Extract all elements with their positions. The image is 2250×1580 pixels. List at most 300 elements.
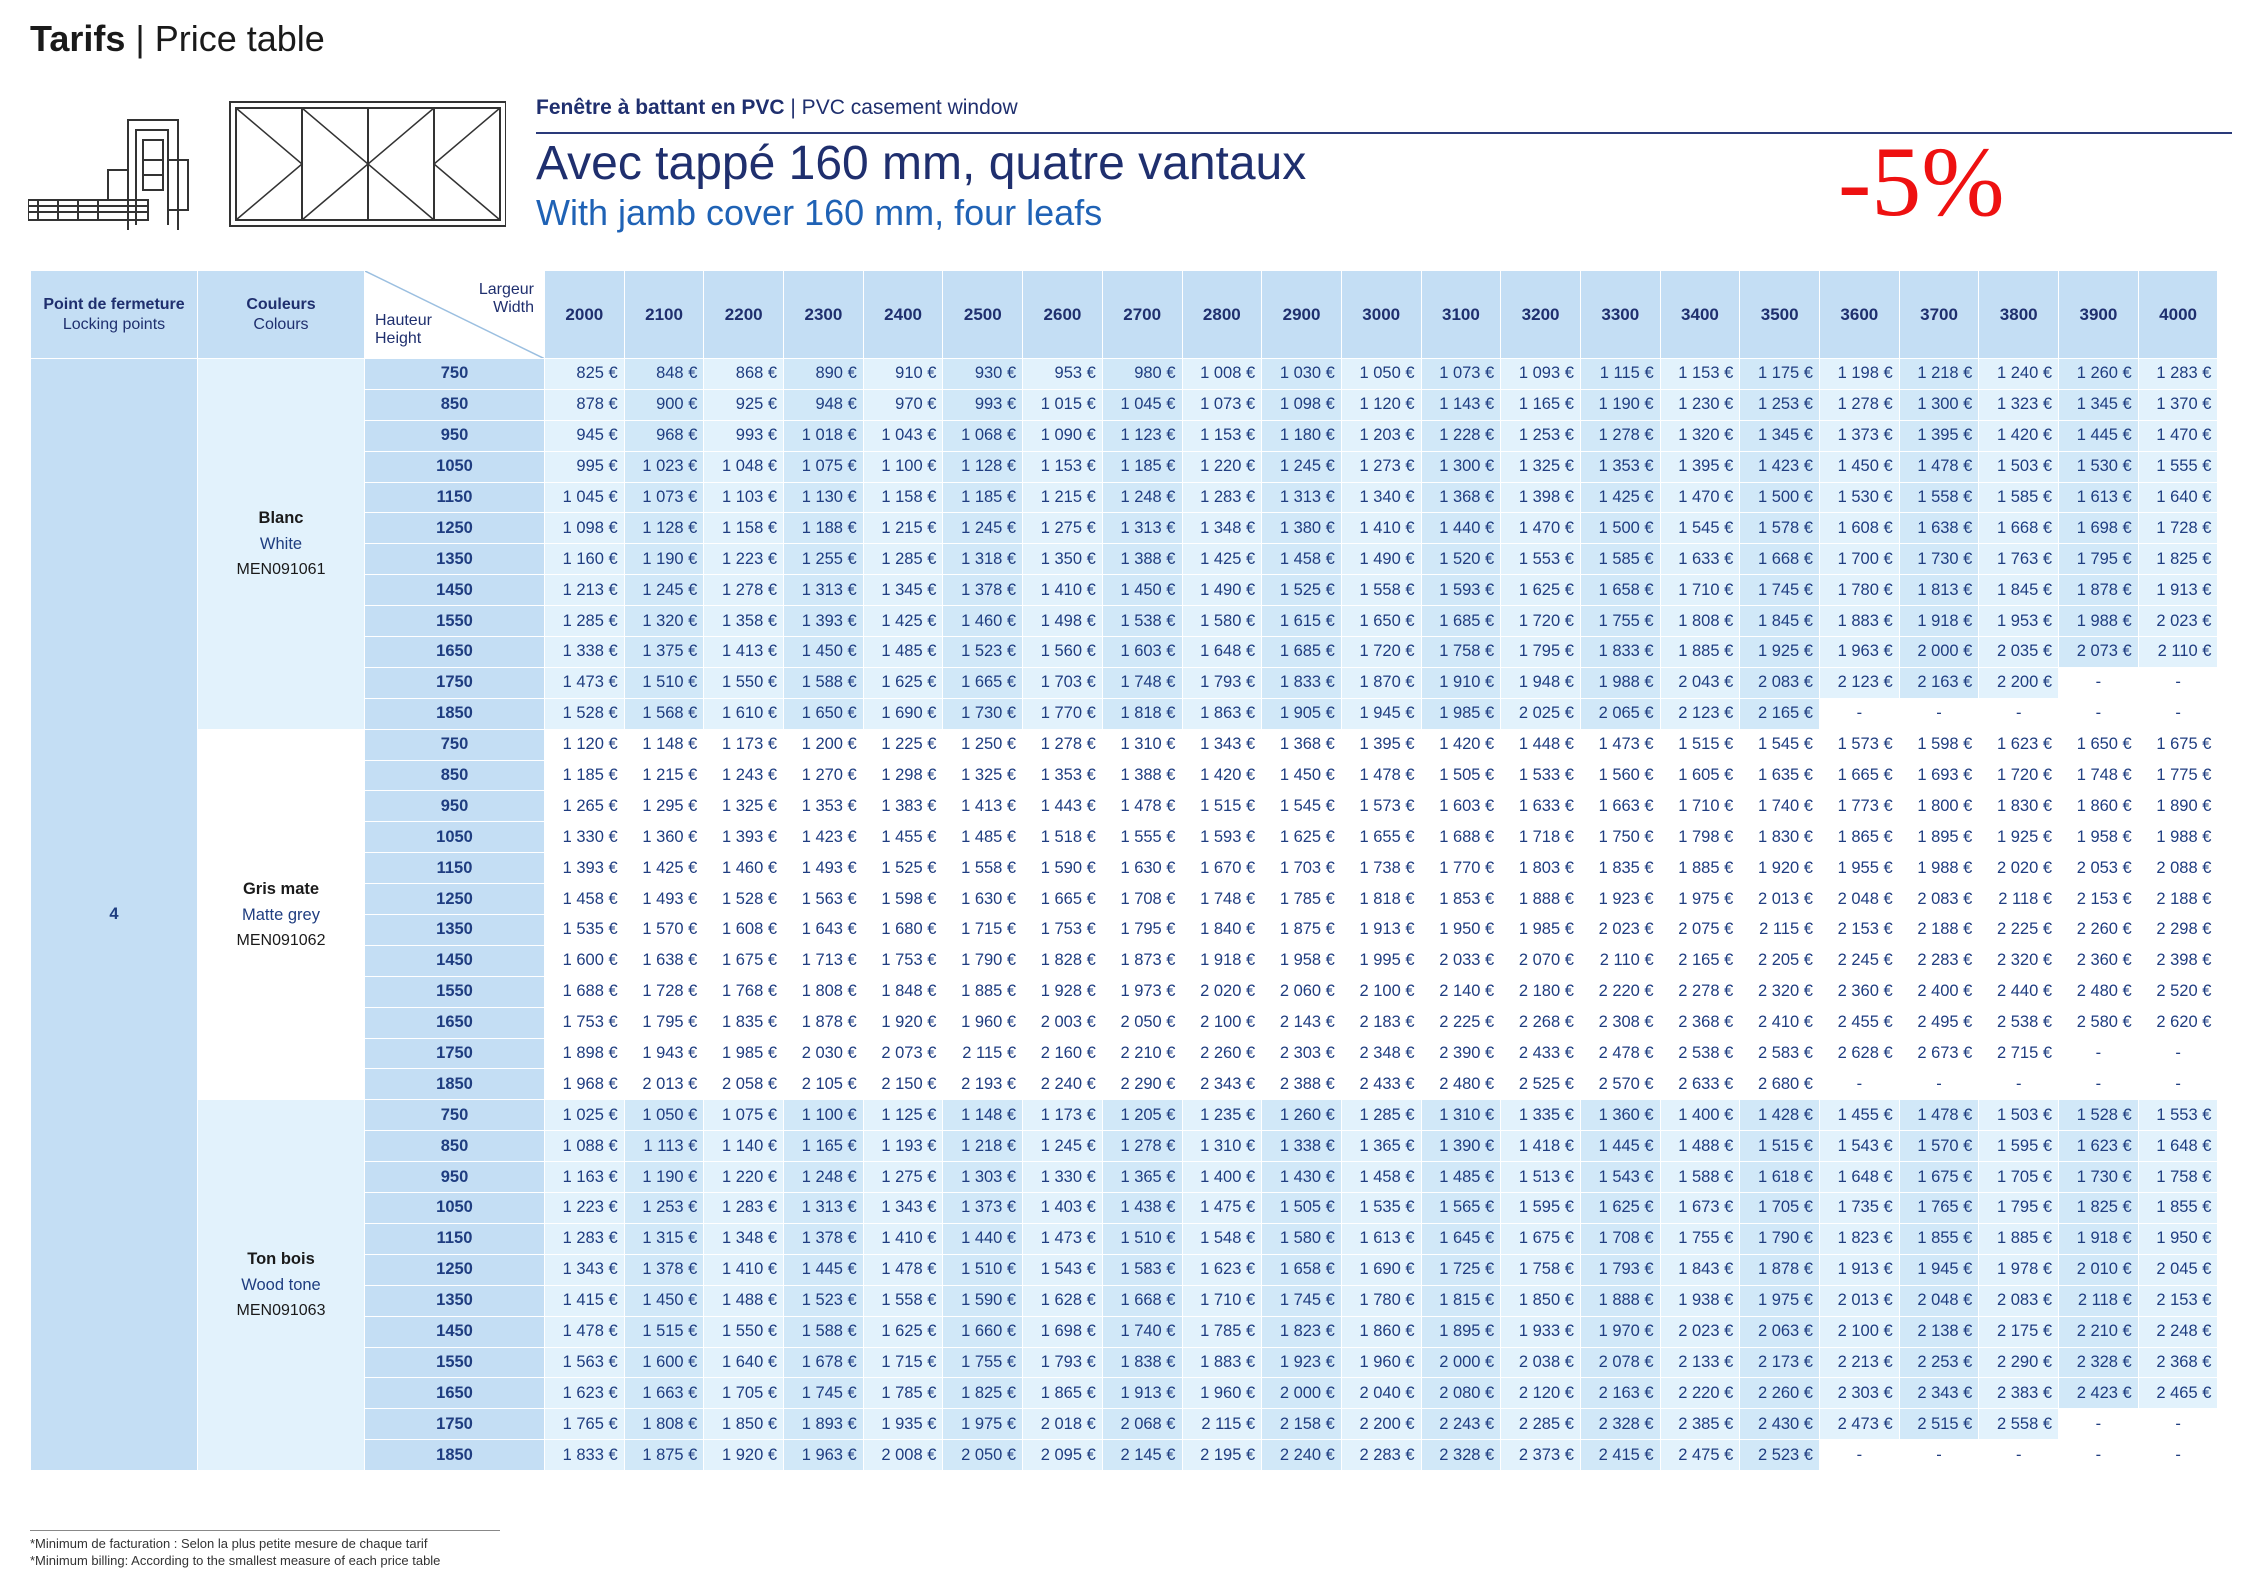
price-cell: 1 668 € <box>1740 544 1820 575</box>
price-cell: 2 013 € <box>624 1069 704 1100</box>
price-cell: 925 € <box>704 389 784 420</box>
price-cell: 2 283 € <box>1899 945 1979 976</box>
price-cell: 1 165 € <box>784 1131 864 1162</box>
price-cell: 1 515 € <box>1182 791 1262 822</box>
price-cell: 1 813 € <box>1899 575 1979 606</box>
price-cell: 2 715 € <box>1979 1038 2059 1069</box>
price-cell: 1 920 € <box>863 1007 943 1038</box>
height-cell: 1350 <box>365 544 545 575</box>
price-cell: 1 015 € <box>1023 389 1103 420</box>
price-cell: 2 538 € <box>1979 1007 2059 1038</box>
price-cell: 1 688 € <box>1421 822 1501 853</box>
price-cell: 1 543 € <box>1023 1254 1103 1285</box>
price-cell: 2 153 € <box>2138 1285 2218 1316</box>
price-cell: 1 763 € <box>1979 544 2059 575</box>
price-cell: - <box>2059 1409 2139 1440</box>
width-header: 2800 <box>1182 271 1262 359</box>
price-cell: 1 410 € <box>1341 513 1421 544</box>
price-cell: 1 773 € <box>1820 791 1900 822</box>
price-cell: 2 320 € <box>1979 945 2059 976</box>
price-cell: 2 480 € <box>1421 1069 1501 1100</box>
price-cell: 1 730 € <box>1899 544 1979 575</box>
price-cell: 1 823 € <box>1262 1316 1342 1347</box>
price-cell: 2 240 € <box>1262 1440 1342 1471</box>
price-cell: 1 853 € <box>1421 884 1501 915</box>
price-cell: 1 658 € <box>1262 1254 1342 1285</box>
price-cell: 1 350 € <box>1023 544 1103 575</box>
price-cell: 1 230 € <box>1660 389 1740 420</box>
colour-reference: MEN091061 <box>236 560 326 578</box>
price-cell: 1 485 € <box>943 822 1023 853</box>
price-cell: 1 648 € <box>1820 1162 1900 1193</box>
price-cell: 1 643 € <box>784 915 864 946</box>
price-cell: 1 125 € <box>863 1100 943 1131</box>
price-cell: 1 075 € <box>784 451 864 482</box>
price-cell: 1 485 € <box>863 637 943 668</box>
price-cell: 1 410 € <box>1023 575 1103 606</box>
price-cell: 1 875 € <box>1262 915 1342 946</box>
price-cell: 2 060 € <box>1262 976 1342 1007</box>
price-cell: 1 348 € <box>1182 513 1262 544</box>
price-cell: 1 885 € <box>1660 637 1740 668</box>
price-cell: 1 545 € <box>1660 513 1740 544</box>
price-cell: 1 598 € <box>863 884 943 915</box>
price-cell: 1 970 € <box>1580 1316 1660 1347</box>
price-cell: 1 730 € <box>2059 1162 2139 1193</box>
price-cell: 1 193 € <box>863 1131 943 1162</box>
price-cell: 1 580 € <box>1262 1223 1342 1254</box>
colour-cell <box>198 729 365 1100</box>
price-cell: 1 278 € <box>1102 1131 1182 1162</box>
price-cell: 1 420 € <box>1182 760 1262 791</box>
price-cell: 1 388 € <box>1102 544 1182 575</box>
price-cell: 1 588 € <box>784 1316 864 1347</box>
price-cell: 1 470 € <box>1501 513 1581 544</box>
price-cell: 2 025 € <box>1501 698 1581 729</box>
price-cell: - <box>2138 698 2218 729</box>
price-cell: 1 750 € <box>1580 822 1660 853</box>
price-cell: 1 378 € <box>784 1223 864 1254</box>
price-cell: 993 € <box>943 389 1023 420</box>
price-cell: 1 498 € <box>1023 606 1103 637</box>
price-cell: 2 048 € <box>1820 884 1900 915</box>
price-cell: 1 378 € <box>943 575 1023 606</box>
price-cell: 1 260 € <box>1262 1100 1342 1131</box>
price-cell: 878 € <box>545 389 625 420</box>
price-cell: 1 100 € <box>863 451 943 482</box>
price-cell: 1 613 € <box>1341 1223 1421 1254</box>
price-cell: 1 330 € <box>545 822 625 853</box>
price-cell: 1 593 € <box>1421 575 1501 606</box>
height-cell: 1550 <box>365 606 545 637</box>
price-cell: 1 960 € <box>943 1007 1023 1038</box>
width-header: 3700 <box>1899 271 1979 359</box>
price-cell: 2 213 € <box>1820 1347 1900 1378</box>
price-cell: 1 473 € <box>1580 729 1660 760</box>
price-cell: 1 555 € <box>1102 822 1182 853</box>
price-cell: 1 975 € <box>1660 884 1740 915</box>
price-cell: 1 563 € <box>784 884 864 915</box>
price-cell: 2 175 € <box>1979 1316 2059 1347</box>
price-cell: 1 303 € <box>943 1162 1023 1193</box>
price-cell: 1 440 € <box>943 1223 1023 1254</box>
price-cell: 1 478 € <box>1102 791 1182 822</box>
price-cell: 1 950 € <box>2138 1223 2218 1254</box>
price-cell: 1 753 € <box>1023 915 1103 946</box>
price-cell: 1 450 € <box>1820 451 1900 482</box>
price-cell: 1 735 € <box>1820 1193 1900 1224</box>
price-cell: 1 455 € <box>863 822 943 853</box>
price-cell: 1 890 € <box>2138 791 2218 822</box>
price-cell: 1 755 € <box>943 1347 1023 1378</box>
price-cell: 1 585 € <box>1580 544 1660 575</box>
price-cell: 2 328 € <box>1421 1440 1501 1471</box>
price-cell: 1 560 € <box>1023 637 1103 668</box>
price-cell: 1 458 € <box>1341 1162 1421 1193</box>
price-cell: 1 018 € <box>784 420 864 451</box>
price-cell: 1 458 € <box>1262 544 1342 575</box>
price-cell: 1 450 € <box>1262 760 1342 791</box>
table-row <box>31 729 2218 760</box>
height-cell: 1250 <box>365 1254 545 1285</box>
price-cell: 1 393 € <box>784 606 864 637</box>
price-cell: 2 115 € <box>943 1038 1023 1069</box>
price-cell: 1 428 € <box>1740 1100 1820 1131</box>
price-cell: 1 345 € <box>1740 420 1820 451</box>
price-cell: 1 455 € <box>1820 1100 1900 1131</box>
price-cell: 1 768 € <box>704 976 784 1007</box>
price-cell: 1 678 € <box>784 1347 864 1378</box>
price-cell: 2 020 € <box>1182 976 1262 1007</box>
width-header: 2700 <box>1102 271 1182 359</box>
price-cell: 1 650 € <box>2059 729 2139 760</box>
price-cell: 2 455 € <box>1820 1007 1900 1038</box>
price-cell: 1 790 € <box>943 945 1023 976</box>
price-cell: 2 115 € <box>1182 1409 1262 1440</box>
price-cell: 1 830 € <box>1740 822 1820 853</box>
price-cell: 1 410 € <box>863 1223 943 1254</box>
price-cell: 2 290 € <box>1979 1347 2059 1378</box>
footnote-fr: *Minimum de facturation : Selon la plus petite mesure de chaque tarif <box>30 1536 428 1551</box>
price-cell: 1 173 € <box>704 729 784 760</box>
width-header: 2400 <box>863 271 943 359</box>
price-cell: 1 693 € <box>1899 760 1979 791</box>
price-cell: 2 118 € <box>2059 1285 2139 1316</box>
price-cell: 1 510 € <box>624 667 704 698</box>
price-cell: 1 833 € <box>545 1440 625 1471</box>
price-cell: 2 068 € <box>1102 1409 1182 1440</box>
price-cell: 1 203 € <box>1341 420 1421 451</box>
price-cell: 1 580 € <box>1182 606 1262 637</box>
price-cell: 1 855 € <box>2138 1193 2218 1224</box>
price-cell: - <box>2059 1038 2139 1069</box>
height-cell: 750 <box>365 359 545 390</box>
price-cell: 1 755 € <box>1580 606 1660 637</box>
price-cell: 1 748 € <box>1182 884 1262 915</box>
price-cell: 2 433 € <box>1501 1038 1581 1069</box>
price-cell: 1 883 € <box>1182 1347 1262 1378</box>
price-cell: 1 073 € <box>1421 359 1501 390</box>
colour-name-fr: Gris mate <box>242 879 320 898</box>
price-cell: 1 335 € <box>1501 1100 1581 1131</box>
price-cell: 1 885 € <box>1660 853 1740 884</box>
height-cell: 1050 <box>365 1193 545 1224</box>
colours-header: Couleurs Colours <box>198 271 365 359</box>
price-cell: 1 420 € <box>1421 729 1501 760</box>
price-cell: 1 650 € <box>1341 606 1421 637</box>
price-cell: 1 753 € <box>545 1007 625 1038</box>
price-cell: 1 205 € <box>1102 1100 1182 1131</box>
price-cell: 2 115 € <box>1740 915 1820 946</box>
price-cell: 1 703 € <box>1262 853 1342 884</box>
height-cell: 1150 <box>365 853 545 884</box>
price-cell: 1 753 € <box>863 945 943 976</box>
price-cell: 2 100 € <box>1341 976 1421 1007</box>
price-cell: 2 673 € <box>1899 1038 1979 1069</box>
price-cell: 1 403 € <box>1023 1193 1103 1224</box>
price-cell: 1 043 € <box>863 420 943 451</box>
price-cell: 2 360 € <box>2059 945 2139 976</box>
width-header: 2900 <box>1262 271 1342 359</box>
footnotes <box>30 1530 500 1569</box>
price-cell: 1 985 € <box>1421 698 1501 729</box>
price-cell: 1 923 € <box>1262 1347 1342 1378</box>
price-cell: 910 € <box>863 359 943 390</box>
price-cell: 1 623 € <box>2059 1131 2139 1162</box>
price-cell: 2 153 € <box>2059 884 2139 915</box>
price-cell: 2 433 € <box>1341 1069 1421 1100</box>
price-cell: - <box>1899 1440 1979 1471</box>
price-cell: 1 215 € <box>863 513 943 544</box>
price-cell: 1 370 € <box>2138 389 2218 420</box>
height-cell: 1750 <box>365 667 545 698</box>
price-cell: 1 600 € <box>624 1347 704 1378</box>
price-cell: 1 353 € <box>1580 451 1660 482</box>
price-cell: 948 € <box>784 389 864 420</box>
product-subtitle: Fenêtre à battant en PVC | PVC casement window <box>536 96 1018 119</box>
price-cell: 1 283 € <box>1182 482 1262 513</box>
width-header: 2500 <box>943 271 1023 359</box>
price-cell: 1 878 € <box>784 1007 864 1038</box>
height-cell: 1150 <box>365 1223 545 1254</box>
price-cell: 1 818 € <box>1102 698 1182 729</box>
price-cell: 1 640 € <box>704 1347 784 1378</box>
price-cell: 953 € <box>1023 359 1103 390</box>
price-cell: - <box>2138 1440 2218 1471</box>
price-cell: 2 243 € <box>1421 1409 1501 1440</box>
price-cell: 1 570 € <box>624 915 704 946</box>
price-cell: 1 325 € <box>704 791 784 822</box>
price-cell: 1 158 € <box>863 482 943 513</box>
price-cell: 1 668 € <box>1102 1285 1182 1316</box>
price-cell: 1 648 € <box>2138 1131 2218 1162</box>
price-cell: - <box>2138 667 2218 698</box>
height-cell: 1850 <box>365 1440 545 1471</box>
price-cell: 1 218 € <box>1899 359 1979 390</box>
price-cell: 1 425 € <box>1580 482 1660 513</box>
price-cell: 1 715 € <box>943 915 1023 946</box>
price-cell: 2 620 € <box>2138 1007 2218 1038</box>
price-cell: 1 835 € <box>704 1007 784 1038</box>
price-cell: 1 673 € <box>1660 1193 1740 1224</box>
price-cell: 2 278 € <box>1660 976 1740 1007</box>
width-header: 3900 <box>2059 271 2139 359</box>
price-cell: 1 710 € <box>1660 575 1740 606</box>
price-cell: 1 555 € <box>2138 451 2218 482</box>
price-cell: 2 558 € <box>1979 1409 2059 1440</box>
price-cell: 1 245 € <box>1262 451 1342 482</box>
price-cell: 2 220 € <box>1660 1378 1740 1409</box>
price-cell: 1 265 € <box>545 791 625 822</box>
price-cell: 2 000 € <box>1421 1347 1501 1378</box>
price-cell: 1 755 € <box>1660 1223 1740 1254</box>
price-cell: 1 878 € <box>1740 1254 1820 1285</box>
price-cell: 2 210 € <box>1102 1038 1182 1069</box>
price-cell: 1 488 € <box>1660 1131 1740 1162</box>
price-cell: 1 888 € <box>1501 884 1581 915</box>
price-cell: 1 833 € <box>1580 637 1660 668</box>
price-cell: 2 225 € <box>1421 1007 1501 1038</box>
price-cell: 1 675 € <box>1899 1162 1979 1193</box>
price-cell: 1 530 € <box>1820 482 1900 513</box>
price-cell: 1 565 € <box>1421 1193 1501 1224</box>
price-cell: 1 988 € <box>2059 606 2139 637</box>
price-cell: 1 680 € <box>863 915 943 946</box>
price-cell: 2 165 € <box>1740 698 1820 729</box>
price-cell: 1 273 € <box>1341 451 1421 482</box>
price-cell: 1 298 € <box>863 760 943 791</box>
price-cell: 1 313 € <box>784 575 864 606</box>
price-cell: 1 253 € <box>624 1193 704 1224</box>
price-cell: 2 290 € <box>1102 1069 1182 1100</box>
price-cell: 1 260 € <box>2059 359 2139 390</box>
price-cell: 1 050 € <box>624 1100 704 1131</box>
price-cell: 1 148 € <box>943 1100 1023 1131</box>
price-cell: 1 393 € <box>545 853 625 884</box>
price-cell: 1 895 € <box>1899 822 1979 853</box>
price-cell: 2 368 € <box>1660 1007 1740 1038</box>
price-cell: 1 343 € <box>1182 729 1262 760</box>
price-cell: 1 115 € <box>1580 359 1660 390</box>
price-cell: 2 200 € <box>1341 1409 1421 1440</box>
price-cell: 1 423 € <box>1740 451 1820 482</box>
price-cell: 2 080 € <box>1421 1378 1501 1409</box>
price-cell: 1 720 € <box>1501 606 1581 637</box>
price-cell: 1 190 € <box>1580 389 1660 420</box>
price-cell: 1 588 € <box>1660 1162 1740 1193</box>
price-cell: 1 378 € <box>624 1254 704 1285</box>
price-cell: 1 655 € <box>1341 822 1421 853</box>
price-cell: 1 275 € <box>863 1162 943 1193</box>
price-cell: 2 050 € <box>943 1440 1023 1471</box>
price-cell: 1 700 € <box>1820 544 1900 575</box>
price-cell: 1 148 € <box>624 729 704 760</box>
price-cell: 1 380 € <box>1262 513 1342 544</box>
price-cell: 1 493 € <box>624 884 704 915</box>
price-cell: 2 388 € <box>1262 1069 1342 1100</box>
height-cell: 1250 <box>365 513 545 544</box>
price-cell: 1 558 € <box>1341 575 1421 606</box>
price-cell: 1 573 € <box>1341 791 1421 822</box>
price-cell: 1 925 € <box>1740 637 1820 668</box>
price-cell: 1 398 € <box>1501 482 1581 513</box>
price-cell: 1 638 € <box>624 945 704 976</box>
price-cell: 1 855 € <box>1899 1223 1979 1254</box>
height-cell: 1050 <box>365 822 545 853</box>
price-cell: 2 538 € <box>1660 1038 1740 1069</box>
price-cell: 1 550 € <box>704 667 784 698</box>
height-cell: 1650 <box>365 1007 545 1038</box>
price-cell: 1 793 € <box>1023 1347 1103 1378</box>
price-cell: 2 440 € <box>1979 976 2059 1007</box>
price-cell: 2 633 € <box>1660 1069 1740 1100</box>
price-cell: 2 023 € <box>1580 915 1660 946</box>
price-cell: 1 985 € <box>1501 915 1581 946</box>
price-cell: 1 090 € <box>1023 420 1103 451</box>
price-cell: 1 625 € <box>1580 1193 1660 1224</box>
price-cell: 1 470 € <box>2138 420 2218 451</box>
price-cell: 2 013 € <box>1820 1285 1900 1316</box>
price-cell: 1 375 € <box>624 637 704 668</box>
price-cell: 1 633 € <box>1501 791 1581 822</box>
price-cell: 1 958 € <box>2059 822 2139 853</box>
price-cell: 1 578 € <box>1740 513 1820 544</box>
price-cell: 1 913 € <box>1102 1378 1182 1409</box>
price-cell: 2 105 € <box>784 1069 864 1100</box>
height-cell: 1450 <box>365 945 545 976</box>
price-cell: 1 725 € <box>1421 1254 1501 1285</box>
colour-name-en: Wood tone <box>241 1276 321 1295</box>
price-cell: 1 543 € <box>1580 1162 1660 1193</box>
price-cell: 1 663 € <box>1580 791 1660 822</box>
price-cell: 1 885 € <box>943 976 1023 1007</box>
price-cell: 1 185 € <box>943 482 1023 513</box>
price-cell: 1 650 € <box>784 698 864 729</box>
price-cell: 2 210 € <box>2059 1316 2139 1347</box>
price-cell: 1 708 € <box>1102 884 1182 915</box>
price-cell: 2 140 € <box>1421 976 1501 1007</box>
price-cell: 1 343 € <box>545 1254 625 1285</box>
price-cell: 1 365 € <box>1341 1131 1421 1162</box>
price-cell: 1 978 € <box>1979 1254 2059 1285</box>
price-cell: 1 360 € <box>1580 1100 1660 1131</box>
price-cell: 1 720 € <box>1979 760 2059 791</box>
price-cell: 1 310 € <box>1421 1100 1501 1131</box>
price-cell: 1 933 € <box>1501 1316 1581 1347</box>
price-cell: 1 423 € <box>784 822 864 853</box>
price-cell: 1 283 € <box>2138 359 2218 390</box>
price-cell: 1 445 € <box>784 1254 864 1285</box>
price-cell: 1 808 € <box>784 976 864 1007</box>
price-cell: 1 503 € <box>1979 1100 2059 1131</box>
price-cell: - <box>1820 1440 1900 1471</box>
price-cell: 2 065 € <box>1580 698 1660 729</box>
price-cell: 1 515 € <box>1740 1131 1820 1162</box>
price-cell: 1 353 € <box>784 791 864 822</box>
price-cell: 1 278 € <box>1580 420 1660 451</box>
price-cell: 1 918 € <box>2059 1223 2139 1254</box>
price-cell: 1 780 € <box>1341 1285 1421 1316</box>
price-cell: 2 048 € <box>1899 1285 1979 1316</box>
price-cell: 1 235 € <box>1182 1100 1262 1131</box>
price-cell: 1 948 € <box>1501 667 1581 698</box>
price-cell: 2 478 € <box>1580 1038 1660 1069</box>
price-cell: 1 785 € <box>863 1378 943 1409</box>
price-cell: 1 515 € <box>1660 729 1740 760</box>
price-cell: 1 825 € <box>943 1378 1023 1409</box>
price-cell: 1 593 € <box>1182 822 1262 853</box>
price-cell: 2 000 € <box>1262 1378 1342 1409</box>
